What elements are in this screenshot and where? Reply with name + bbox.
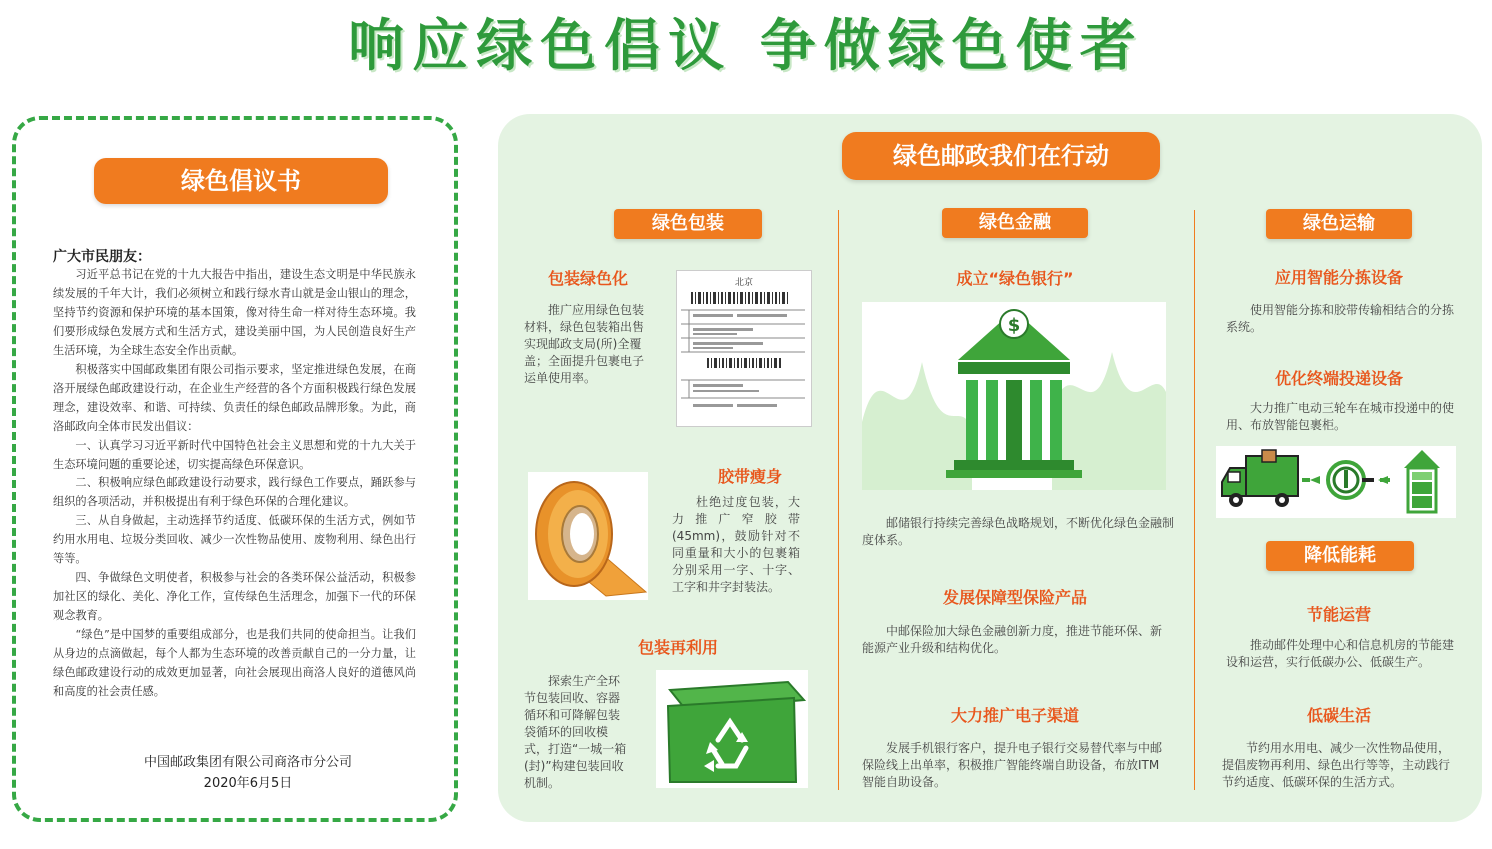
barcode-icon [677,288,809,424]
letter-paragraph: 积极落实中国邮政集团有限公司指示要求，坚定推进绿色发展，在商洛开展绿色邮政建设行动，在企业生产经营的各个方面积极践行绿色发展理念，建设效率、和谐、可持续、负责任的绿色邮政品牌形象。为此，商洛邮政向全体市民发出倡议： [53,362,416,433]
transport-s2-text: 大力推广电动三轮车在城市投递中的使用、布放智能包裹柜。 [1226,401,1455,432]
green-bank-image [862,302,1166,490]
finance-s1-text: 邮储银行持续完善绿色战略规划，不断优化绿色金融制度体系。 [862,516,1175,547]
bank-icon [862,302,1166,490]
packaging-label: 绿色包装 [614,209,762,239]
letter-body [53,266,416,702]
column-divider [838,210,839,790]
truck-charging-icon [1216,446,1456,518]
tape-image [528,472,648,600]
packaging-s3-text: 探索生产全环节包装回收、容器循环和可降解包装袋循环的回收模式，打造“一城一箱(封)”构建包装回收机制。 [524,674,627,790]
energy-label: 降低能耗 [1266,541,1414,571]
letter-paragraph: 二、积极响应绿色邮政建设行动要求，践行绿色工作要点，踊跃参与组织的各项活动，并积极提出有利于绿色环保的合理化建议。 [53,476,416,509]
transport-s1-text: 使用智能分拣和胶带传输相结合的分拣系统。 [1226,303,1455,334]
transport-s4-text: 节约用水用电、减少一次性物品使用，提倡废物再利用、绿色出行等等，主动践行节约适度、低碳环保的生活方式。 [1222,741,1451,789]
recycle-box-image [656,670,808,788]
letter-paragraph: 四、争做绿色文明使者，积极参与社会的各类环保公益活动，积极参加社区的绿化、美化、净化工作，宣传绿色生活理念，加强下一代的环保观念教育。 [53,571,416,623]
packaging-s1-title: 包装绿色化 [547,269,628,288]
packaging-s3-title: 包装再利用 [637,638,718,657]
letter-date: 2020年6月5日 [203,776,293,791]
packaging-s2-text: 杜绝过度包装，大力推广窄胶带(45mm)，鼓励针对不同重量和大小的包裹箱分别采用一字、十字、工字和井字封装法。 [672,495,800,594]
finance-s2-text: 中邮保险加大绿色金融创新力度，推进节能环保、新能源产业升级和结构优化。 [862,624,1163,655]
green-transport-image [1216,446,1456,518]
letter-paragraph: 一、认真学习习近平新时代中国特色社会主义思想和党的十九大关于生态环境问题的重要论述，切实提高绿色环保意识。 [53,438,416,471]
dollar-symbol: $ [1007,315,1021,336]
letter-paragraph: 三、从自身做起，主动选择节约适度、低碳环保的生活方式，例如节约用水用电、垃圾分类回收、减少一次性物品使用、废物利用、绿色出行等等。 [53,514,416,566]
transport-s4-title: 低碳生活 [1306,706,1371,725]
finance-s3-title: 大力推广电子渠道 [950,706,1079,725]
letter-greeting: 广大市民朋友： [53,249,151,265]
tape-roll-icon [528,472,648,600]
finance-s2-title: 发展保障型保险产品 [942,588,1087,607]
recycle-box-icon [656,670,808,788]
transport-s2-title: 优化终端投递设备 [1274,369,1403,388]
letter-paragraph: 习近平总书记在党的十九大报告中指出，建设生态文明是中华民族永续发展的千年大计，我们必须树立和践行绿水青山就是金山银山的理念，坚持节约资源和保护环境的基本国策，像对待生命一样对待生态环境。我们要形成绿色发展方式和生活方式，建设美丽中国，为人民创造良好生产生活环境，为全球生态安全作出贡献。 [53,268,416,357]
packaging-s1-text: 推广应用绿色包装材料，绿色包装箱出售实现邮政支局(所)全覆盖；全面提升包裹电子运单使用率。 [524,303,645,385]
actions-heading: 绿色邮政我们在行动 [842,132,1160,180]
transport-s1-title: 应用智能分拣设备 [1274,268,1403,287]
letter-signature: 中国邮政集团有限公司商洛市分公司 [143,755,352,770]
finance-s1-title: 成立“绿色银行” [956,269,1074,288]
packaging-s2-title: 胶带瘦身 [717,467,782,486]
waybill-city: 北京 [734,278,753,288]
finance-s3-text: 发展手机银行客户，提升电子银行交易替代率与中邮保险线上出单率，积极推广智能终端自助设备，布放ITM智能自助设备。 [862,741,1163,789]
transport-label: 绿色运输 [1266,209,1412,239]
letter-heading: 绿色倡议书 [94,158,388,204]
finance-label: 绿色金融 [942,208,1088,238]
waybill-image [676,270,812,427]
letter-paragraph: “绿色”是中国梦的重要组成部分，也是我们共同的使命担当。让我们从身边的点滴做起，每个人都为生态环境的改善贡献自己的一分力量，让绿色邮政建设行动的成效更加显著，向社会展现出商洛人良好的道德风尚和高度的社会责任感。 [53,628,416,698]
transport-s3-text: 推动邮件处理中心和信息机房的节能建设和运营，实行低碳办公、低碳生产。 [1226,638,1455,669]
transport-s3-title: 节能运营 [1306,605,1371,624]
column-divider [1194,210,1195,790]
page-title: 响应绿色倡议 争做绿色使者 [348,14,1144,79]
